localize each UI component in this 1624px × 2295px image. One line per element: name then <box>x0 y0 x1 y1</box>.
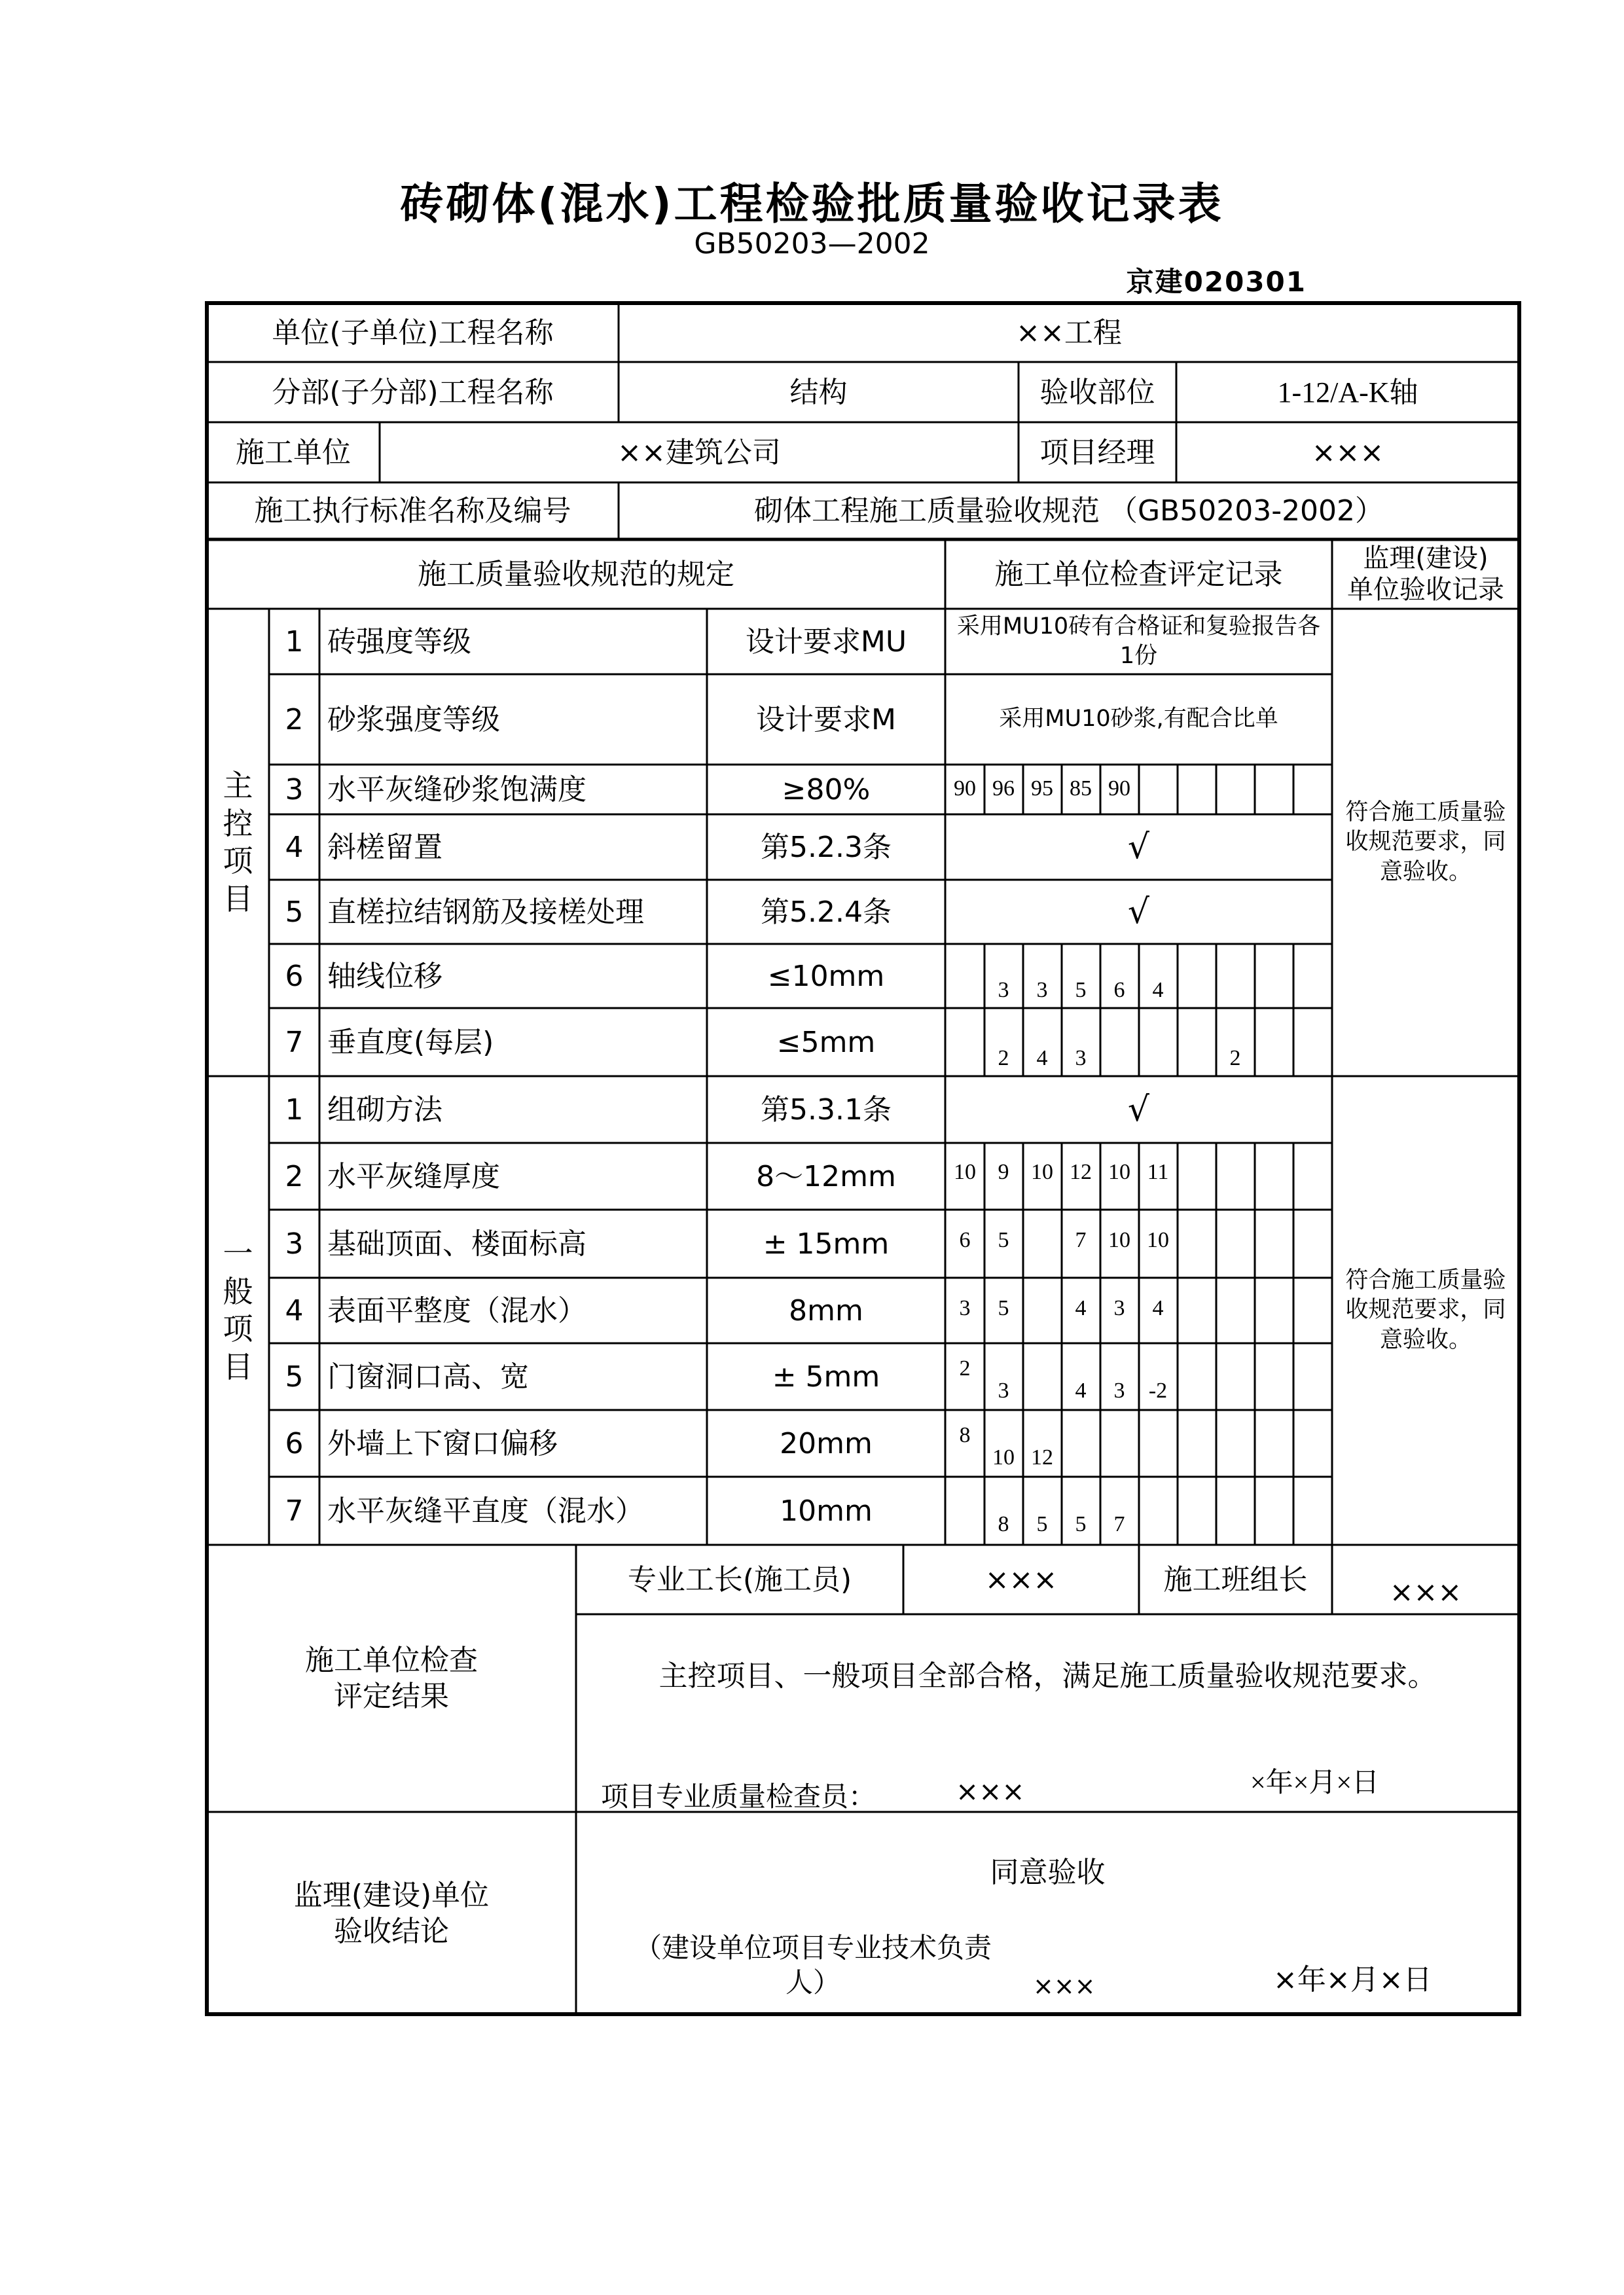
measurement-value: 8 <box>998 1512 1009 1536</box>
measurement-value: 7 <box>1075 1228 1087 1252</box>
measurement-value: 4 <box>1075 1379 1087 1403</box>
measurement-value: 2 <box>998 1046 1009 1070</box>
item-name: 门窗洞口高、宽 <box>327 1360 529 1394</box>
division-value: 结构 <box>789 375 848 409</box>
item-requirement: 8～12mm <box>756 1159 896 1193</box>
inspector-label: 项目专业质量检查员： <box>601 1780 876 1813</box>
main-group-char: 项 <box>223 843 253 878</box>
general-group-char: 般 <box>223 1273 253 1309</box>
contractor-label: 施工单位 <box>236 435 351 469</box>
item-number: 6 <box>285 1426 304 1460</box>
measurement-value: 10 <box>1031 1160 1053 1184</box>
measurement-value: 5 <box>1075 1512 1087 1536</box>
item-name: 水平灰缝平直度（混水） <box>327 1494 644 1528</box>
item-requirement: 第5.3.1条 <box>761 1093 892 1127</box>
signer-value: ××× <box>1033 1972 1096 2000</box>
measurement-value: 85 <box>1070 776 1092 801</box>
item-requirement: 第5.2.4条 <box>761 895 892 929</box>
item-number: 4 <box>285 830 304 864</box>
measurement-value: 90 <box>1108 776 1130 801</box>
check-mark: √ <box>1127 892 1150 931</box>
measurement-value: 5 <box>1036 1512 1048 1536</box>
item-requirement: 8mm <box>789 1293 863 1328</box>
measurement-value: 3 <box>959 1296 971 1320</box>
item-requirement: 设计要求MU <box>745 624 907 659</box>
supervision-header-line2: 单位验收记录 <box>1347 575 1504 605</box>
contractor-value: ××建筑公司 <box>617 435 781 469</box>
main-group-char: 主 <box>223 768 253 803</box>
measurement-value: 10 <box>954 1160 976 1184</box>
measurement-value: 4 <box>1036 1046 1048 1070</box>
inspector-value: ××× <box>956 1775 1025 1807</box>
measurement-value: 6 <box>959 1228 971 1252</box>
item-number: 4 <box>285 1293 304 1328</box>
measurement-value: 4 <box>1152 978 1164 1002</box>
item-name: 轴线位移 <box>327 959 442 993</box>
item-name: 水平灰缝砂浆饱满度 <box>327 772 586 806</box>
rules-column-header: 施工质量验收规范的规定 <box>418 557 734 591</box>
measurement-value: 5 <box>1075 978 1087 1002</box>
item-number: 3 <box>285 1227 304 1261</box>
measurement-value: 9 <box>998 1160 1009 1184</box>
supervision-header-line1: 监理(建设) <box>1363 543 1489 573</box>
contractor-check-result: 主控项目、一般项目全部合格，满足施工质量验收规范要求。 <box>659 1659 1437 1693</box>
main-group-char: 目 <box>223 880 253 916</box>
item-name: 砖强度等级 <box>327 624 471 659</box>
item-requirement: ± 5mm <box>772 1360 880 1394</box>
measurement-value: 11 <box>1147 1160 1169 1184</box>
record-column-header: 施工单位检查评定记录 <box>994 557 1283 591</box>
item-name: 基础顶面、楼面标高 <box>327 1227 586 1261</box>
measurement-value: 6 <box>1113 978 1125 1002</box>
general-group-char: 目 <box>223 1348 253 1384</box>
supervision-column-header <box>1332 539 1519 609</box>
team-leader-value: ××× <box>1389 1575 1462 1609</box>
manager-label: 项目经理 <box>1039 435 1155 469</box>
measurement-value: 8 <box>959 1423 971 1447</box>
measurement-value: 3 <box>1036 978 1048 1002</box>
foreman-label: 专业工长(施工员) <box>627 1563 852 1597</box>
measurement-value: 7 <box>1113 1512 1125 1536</box>
main-supervision-conclusion: 符合施工质量验收规范要求，同意验收。 <box>1345 799 1506 885</box>
measurement-value: 3 <box>1075 1046 1087 1070</box>
item-requirement: ≤5mm <box>776 1025 876 1059</box>
standard-number: GB50203—2002 <box>694 227 930 261</box>
supervision-conclusion-label <box>207 1812 576 2014</box>
item-requirement: ≤10mm <box>767 959 885 993</box>
supervision-result: 同意验收 <box>990 1855 1106 1889</box>
team-leader-label: 施工班组长 <box>1163 1563 1308 1597</box>
measurement-value: 3 <box>998 1379 1009 1403</box>
item-number: 3 <box>285 772 304 806</box>
spec-label: 施工执行标准名称及编号 <box>254 494 571 528</box>
measurement-value: 90 <box>954 776 976 801</box>
measurement-value: 10 <box>1147 1228 1169 1252</box>
item-name: 水平灰缝厚度 <box>327 1159 500 1193</box>
item-number: 1 <box>285 624 304 659</box>
project-name-label: 单位(子单位)工程名称 <box>272 316 554 350</box>
item-number: 2 <box>285 702 304 736</box>
item-requirement: 设计要求M <box>756 702 896 736</box>
measurement-value: 4 <box>1075 1296 1087 1320</box>
foreman-value: ××× <box>984 1563 1058 1597</box>
signer-label-line2: 人） <box>785 1966 840 1998</box>
general-group-char: 项 <box>223 1311 253 1346</box>
measurement-value: 95 <box>1031 776 1053 801</box>
measurement-value: 10 <box>992 1445 1015 1470</box>
measurement-value: 12 <box>1031 1445 1053 1470</box>
item-name: 砂浆强度等级 <box>327 702 500 736</box>
item-name: 垂直度(每层) <box>327 1025 494 1059</box>
item-requirement: ≥80% <box>782 772 871 806</box>
division-label: 分部(子分部)工程名称 <box>272 375 554 409</box>
measurement-value: 3 <box>998 978 1009 1002</box>
measurement-value: 3 <box>1113 1296 1125 1320</box>
measurement-value: 10 <box>1108 1160 1130 1184</box>
check-mark: √ <box>1127 1089 1150 1129</box>
item-number: 7 <box>285 1494 304 1528</box>
measurement-value: 10 <box>1108 1228 1130 1252</box>
measurement-value: 2 <box>1229 1046 1241 1070</box>
item-name: 斜槎留置 <box>327 830 442 864</box>
form-code: 京建020301 <box>1126 266 1307 298</box>
document-title: 砖砌体(混水)工程检验批质量验收记录表 <box>400 179 1224 229</box>
item-number: 6 <box>285 959 304 993</box>
contractor-check-label-line2: 评定结果 <box>334 1680 449 1713</box>
check-mark: √ <box>1127 827 1150 867</box>
measurement-value: 96 <box>992 776 1015 801</box>
item-name: 直槎拉结钢筋及接槎处理 <box>327 895 644 929</box>
contractor-check-label-line1: 施工单位检查 <box>305 1644 478 1677</box>
item-number: 2 <box>285 1159 304 1193</box>
item-name: 组砌方法 <box>327 1093 442 1127</box>
item-requirement: 20mm <box>780 1426 873 1460</box>
item-number: 5 <box>285 1360 304 1394</box>
measurement-value: 4 <box>1152 1296 1164 1320</box>
item-number: 5 <box>285 895 304 929</box>
general-group-label <box>207 1076 269 1545</box>
measurement-value: 2 <box>959 1356 971 1381</box>
supervision-conclusion-label-line2: 验收结论 <box>334 1914 449 1948</box>
item-requirement: 10mm <box>780 1494 873 1528</box>
measurement-value: 5 <box>998 1228 1009 1252</box>
item-number: 7 <box>285 1025 304 1059</box>
measurement-value: 12 <box>1070 1160 1092 1184</box>
manager-value: ××× <box>1311 435 1384 469</box>
item-requirement: ± 15mm <box>763 1227 890 1261</box>
item-number: 1 <box>285 1093 304 1127</box>
signer-label-line1: （建设单位项目专业技术负责 <box>634 1932 992 1964</box>
contractor-check-label <box>207 1545 576 1812</box>
measurement-value: 5 <box>998 1296 1009 1320</box>
project-name-value: ××工程 <box>1016 316 1122 350</box>
supervision-conclusion-label-line1: 监理(建设)单位 <box>293 1878 490 1912</box>
signer-label <box>590 1931 1036 2000</box>
main-group-char: 控 <box>223 805 253 841</box>
contractor-check-date: ×年×月×日 <box>1250 1768 1380 1798</box>
item-name: 表面平整度（混水） <box>327 1293 586 1328</box>
item-record: 采用MU10砂浆,有配合比单 <box>999 706 1278 732</box>
location-value: 1-12/A-K轴 <box>1277 376 1418 408</box>
item-name: 外墙上下窗口偏移 <box>327 1426 558 1460</box>
item-record: 采用MU10砖有合格证和复验报告各1份 <box>956 613 1321 669</box>
general-supervision-conclusion: 符合施工质量验收规范要求，同意验收。 <box>1345 1267 1506 1353</box>
item-requirement: 第5.2.3条 <box>761 830 892 864</box>
measurement-value: 3 <box>1113 1379 1125 1403</box>
spec-value: 砌体工程施工质量验收规范 （GB50203-2002） <box>753 494 1384 528</box>
measurement-value: -2 <box>1148 1379 1168 1403</box>
location-label: 验收部位 <box>1039 375 1155 409</box>
supervision-date: ×年×月×日 <box>1273 1963 1432 1997</box>
general-group-char: 一 <box>223 1236 253 1271</box>
main-group-label <box>207 609 269 1076</box>
